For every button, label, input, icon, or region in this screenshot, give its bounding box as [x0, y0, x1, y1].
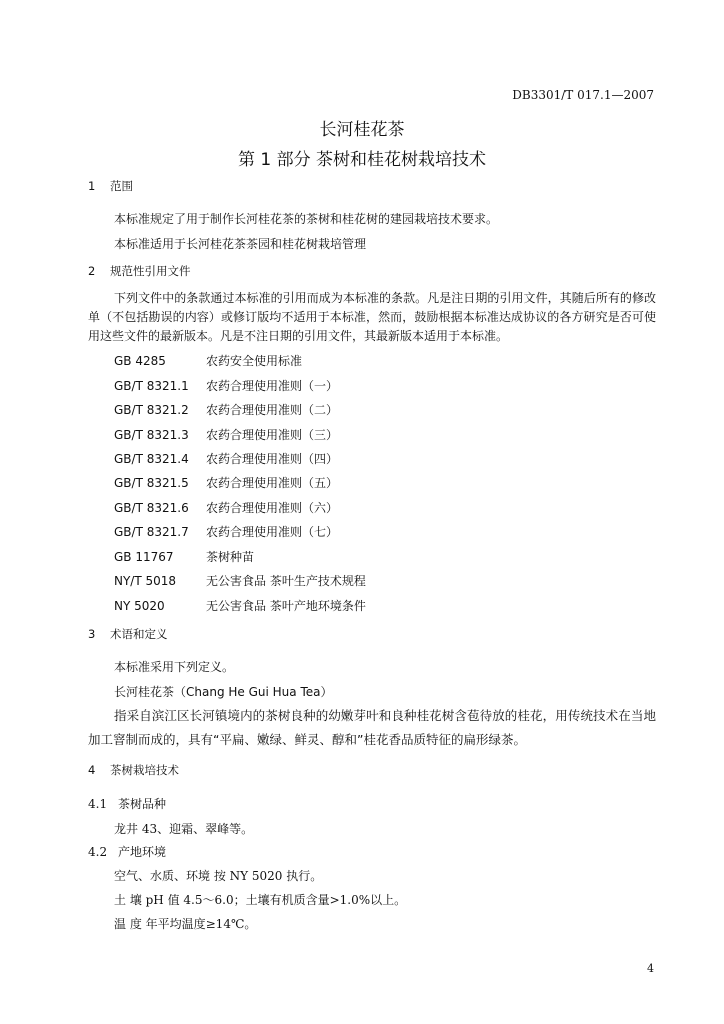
section-number: 4 [88, 763, 96, 777]
environment-line: 土 壤 pH 值 4.5～6.0；土壤有机质含量>1.0%以上。 [114, 893, 407, 907]
reference-item [114, 523, 338, 540]
section-title: 规范性引用文件 [110, 264, 191, 278]
subsection-4-1-heading [88, 795, 166, 812]
reference-item [114, 401, 338, 418]
reference-title: 茶树种苗 [206, 550, 255, 564]
section-4-heading [88, 762, 179, 778]
reference-item [114, 426, 338, 443]
reference-title: 无公害食品 茶叶产地环境条件 [206, 599, 366, 613]
reference-code: GB/T 8321.3 [114, 428, 189, 442]
scope-paragraph-2: 本标准适用于长河桂花茶茶园和桂花树栽培管理 [114, 237, 367, 251]
standard-code: DB3301/T 017.1—2007 [512, 88, 654, 102]
subsection-4-2-heading [88, 843, 166, 860]
section-title: 术语和定义 [110, 627, 168, 641]
reference-item [114, 572, 366, 589]
reference-code: NY 5020 [114, 599, 165, 613]
subsection-number: 4.1 [88, 797, 108, 811]
subsection-title: 茶树品种 [118, 797, 167, 811]
document-title: 长河桂花茶 [319, 120, 405, 140]
reference-code: GB/T 8321.2 [114, 403, 189, 417]
scope-paragraph-1: 本标准规定了用于制作长河桂花茶的茶树和桂花树的建园栽培技术要求。 [114, 212, 499, 226]
tea-varieties: 龙井 43、迎霜、翠峰等。 [114, 822, 254, 836]
reference-code: GB/T 8321.4 [114, 452, 189, 466]
reference-item [114, 499, 338, 516]
section-number: 1 [88, 179, 96, 193]
document-subtitle: 第 1 部分 茶树和桂花树栽培技术 [237, 150, 487, 170]
section-3-heading [88, 626, 168, 642]
section-title: 范围 [110, 179, 133, 193]
reference-code: GB/T 8321.1 [114, 379, 189, 393]
reference-item [114, 450, 338, 467]
reference-code: GB/T 8321.5 [114, 476, 189, 490]
reference-item [114, 548, 254, 565]
environment-line: 空气、水质、环境 按 NY 5020 执行。 [114, 869, 323, 883]
reference-title: 无公害食品 茶叶生产技术规程 [206, 574, 366, 588]
definitions-intro: 本标准采用下列定义。 [114, 660, 235, 674]
term-definition: 指采自滨江区长河镇境内的茶树良种的幼嫩芽叶和良种桂花树含苞待放的桂花，用传统技术在当地加工窨制而成的，具有“平扁、嫩绿、鲜灵、醇和”桂花香品质特征的扁形绿茶。 [88, 708, 656, 747]
reference-code: GB/T 8321.7 [114, 525, 189, 539]
reference-title: 农药合理使用准则（七） [206, 525, 339, 539]
reference-code: GB 11767 [114, 550, 174, 564]
reference-item [114, 352, 302, 369]
reference-code: NY/T 5018 [114, 574, 177, 588]
reference-title: 农药合理使用准则（四） [206, 452, 339, 466]
normative-references-paragraph: 下列文件中的条款通过本标准的引用而成为本标准的条款。凡是注日期的引用文件，其随后所有的修改单（不包括勘误的内容）或修订版均不适用于本标准，然而，鼓励根据本标准达成协议的各方研究是否可使用这些文件的最新版本。凡是不注日期的引用文件，其最新版本适用于本标准。 [88, 291, 656, 343]
reference-title: 农药合理使用准则（二） [206, 403, 339, 417]
environment-line: 温 度 年平均温度≥14℃。 [114, 917, 257, 931]
reference-item [114, 377, 338, 394]
reference-title: 农药合理使用准则（六） [206, 501, 339, 515]
section-title: 茶树栽培技术 [110, 763, 179, 777]
reference-title: 农药合理使用准则（五） [206, 476, 339, 490]
reference-item [114, 597, 366, 614]
term-name: 长河桂花茶（Chang He Gui Hua Tea） [114, 685, 333, 699]
subsection-number: 4.2 [88, 845, 108, 859]
section-2-heading [88, 263, 191, 279]
reference-title: 农药合理使用准则（一） [206, 379, 339, 393]
section-number: 2 [88, 264, 96, 278]
reference-item [114, 474, 338, 491]
section-number: 3 [88, 627, 96, 641]
reference-code: GB 4285 [114, 354, 166, 368]
reference-code: GB/T 8321.6 [114, 501, 189, 515]
section-1-heading [88, 178, 133, 194]
page-number: 4 [647, 962, 654, 975]
subsection-title: 产地环境 [118, 845, 167, 859]
reference-title: 农药合理使用准则（三） [206, 428, 339, 442]
reference-title: 农药安全使用标准 [206, 354, 303, 368]
